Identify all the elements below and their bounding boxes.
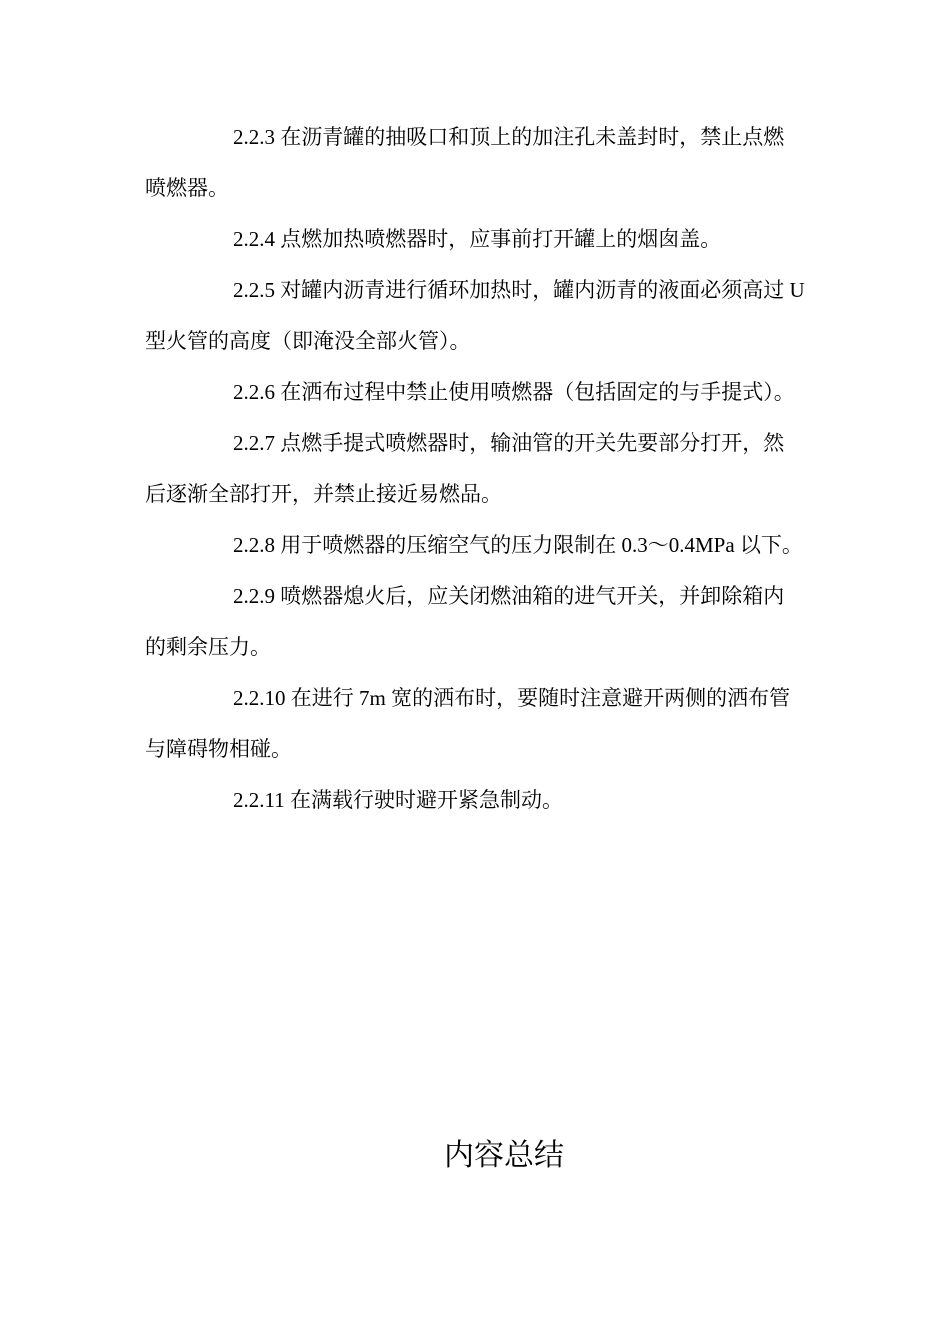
paragraph-2-2-9: 2.2.9 喷燃器熄火后，应关闭燃油箱的进气开关，并卸除箱内的剩余压力。 bbox=[145, 584, 785, 659]
document-body bbox=[145, 112, 805, 826]
paragraph-2-2-5: 2.2.5 对罐内沥青进行循环加热时，罐内沥青的液面必须高过 U 型火管的高度（即淹没全部火管）。 bbox=[145, 278, 805, 353]
paragraph-2-2-10: 2.2.10 在进行 7m 宽的洒布时，要随时注意避开两侧的洒布管与障碍物相碰。 bbox=[145, 686, 791, 761]
paragraph-2-2-6: 2.2.6 在洒布过程中禁止使用喷燃器（包括固定的与手提式）。 bbox=[233, 380, 795, 404]
paragraph-2-2-4: 2.2.4 点燃加热喷燃器时，应事前打开罐上的烟囱盖。 bbox=[233, 227, 722, 251]
paragraph-2-2-7: 2.2.7 点燃手提式喷燃器时，输油管的开关先要部分打开，然后逐渐全部打开，并禁止接近易燃品。 bbox=[145, 431, 785, 506]
summary-heading: 内容总结 bbox=[444, 1138, 564, 1173]
paragraph-2-2-11: 2.2.11 在满载行驶时避开紧急制动。 bbox=[233, 788, 563, 812]
paragraph-2-2-3: 2.2.3 在沥青罐的抽吸口和顶上的加注孔未盖封时，禁止点燃喷燃器。 bbox=[145, 125, 785, 200]
paragraph-2-2-8: 2.2.8 用于喷燃器的压缩空气的压力限制在 0.3～0.4MPa 以下。 bbox=[233, 533, 803, 557]
